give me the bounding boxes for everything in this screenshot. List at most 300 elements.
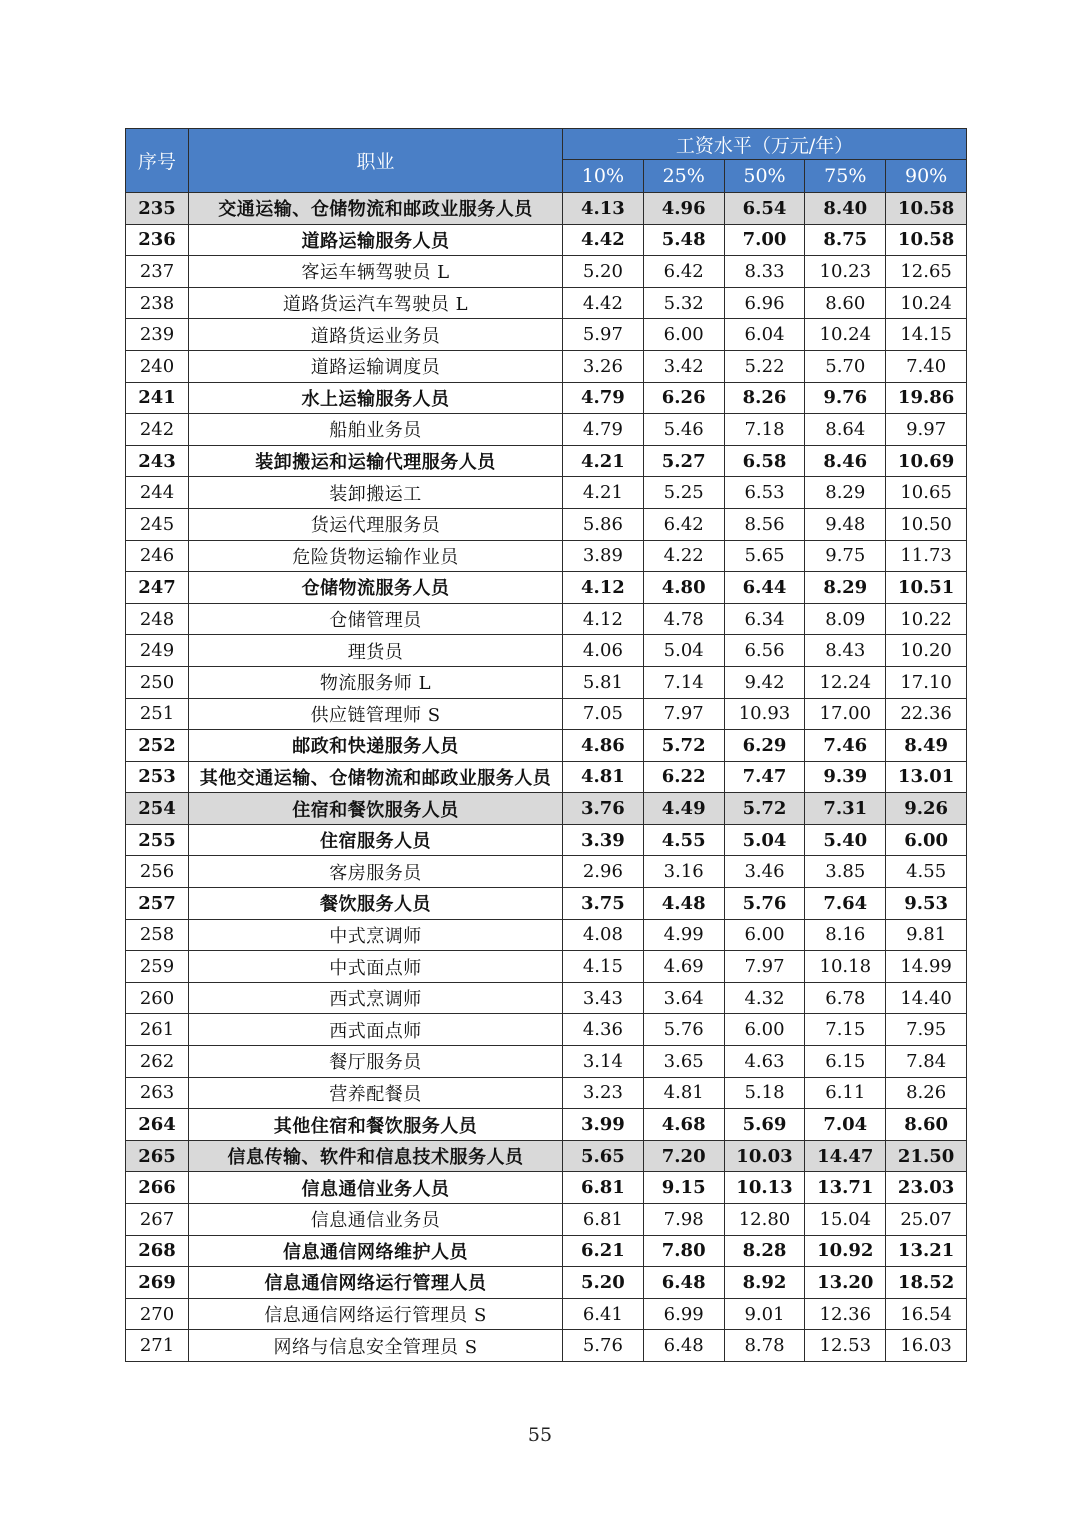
cell-occupation: 道路运输调度员 — [189, 350, 563, 382]
cell-occupation: 道路货运业务员 — [189, 319, 563, 351]
table-row — [126, 382, 967, 414]
table-row — [126, 856, 967, 888]
cell-wage-value: 25.07 — [886, 1204, 967, 1236]
cell-wage-value: 7.31 — [805, 793, 886, 825]
cell-wage-value: 13.01 — [886, 761, 967, 793]
cell-occupation: 危险货物运输作业员 — [189, 540, 563, 572]
cell-wage-value: 5.70 — [805, 350, 886, 382]
cell-wage-value: 8.56 — [724, 508, 805, 540]
table-row — [126, 761, 967, 793]
cell-wage-value: 3.75 — [563, 888, 644, 920]
cell-wage-value: 3.39 — [563, 824, 644, 856]
cell-wage-value: 6.21 — [563, 1235, 644, 1267]
cell-wage-value: 5.04 — [724, 824, 805, 856]
header-index: 序号 — [126, 129, 189, 193]
cell-wage-value: 8.29 — [805, 477, 886, 509]
cell-wage-value: 6.42 — [643, 508, 724, 540]
header-percentile: 90% — [886, 160, 967, 193]
cell-wage-value: 4.80 — [643, 572, 724, 604]
cell-occupation: 交通运输、仓储物流和邮政业服务人员 — [189, 193, 563, 225]
cell-index: 245 — [126, 508, 189, 540]
cell-occupation: 中式面点师 — [189, 951, 563, 983]
cell-wage-value: 6.00 — [724, 1014, 805, 1046]
cell-wage-value: 5.48 — [643, 224, 724, 256]
cell-wage-value: 8.26 — [886, 1077, 967, 1109]
table-row — [126, 793, 967, 825]
table-row — [126, 1046, 967, 1078]
cell-wage-value: 5.65 — [724, 540, 805, 572]
cell-wage-value: 4.81 — [563, 761, 644, 793]
cell-wage-value: 5.81 — [563, 666, 644, 698]
cell-wage-value: 15.04 — [805, 1204, 886, 1236]
cell-wage-value: 7.20 — [643, 1140, 724, 1172]
cell-wage-value: 7.97 — [724, 951, 805, 983]
cell-wage-value: 4.13 — [563, 193, 644, 225]
cell-wage-value: 14.15 — [886, 319, 967, 351]
cell-wage-value: 8.78 — [724, 1330, 805, 1362]
table-row — [126, 319, 967, 351]
cell-wage-value: 9.26 — [886, 793, 967, 825]
cell-wage-value: 5.20 — [563, 256, 644, 288]
cell-wage-value: 6.44 — [724, 572, 805, 604]
cell-wage-value: 10.24 — [886, 287, 967, 319]
cell-wage-value: 3.46 — [724, 856, 805, 888]
cell-wage-value: 6.81 — [563, 1172, 644, 1204]
cell-wage-value: 5.69 — [724, 1109, 805, 1141]
cell-wage-value: 17.10 — [886, 666, 967, 698]
cell-wage-value: 6.42 — [643, 256, 724, 288]
table-row — [126, 540, 967, 572]
cell-wage-value: 6.15 — [805, 1046, 886, 1078]
cell-wage-value: 9.81 — [886, 919, 967, 951]
cell-index: 241 — [126, 382, 189, 414]
cell-wage-value: 7.05 — [563, 698, 644, 730]
cell-wage-value: 21.50 — [886, 1140, 967, 1172]
cell-occupation: 装卸搬运和运输代理服务人员 — [189, 445, 563, 477]
cell-wage-value: 10.93 — [724, 698, 805, 730]
cell-occupation: 住宿和餐饮服务人员 — [189, 793, 563, 825]
cell-occupation: 货运代理服务员 — [189, 508, 563, 540]
table-row — [126, 350, 967, 382]
cell-wage-value: 5.97 — [563, 319, 644, 351]
cell-occupation: 西式面点师 — [189, 1014, 563, 1046]
cell-index: 249 — [126, 635, 189, 667]
cell-wage-value: 5.76 — [563, 1330, 644, 1362]
cell-wage-value: 3.76 — [563, 793, 644, 825]
cell-wage-value: 9.48 — [805, 508, 886, 540]
cell-wage-value: 10.23 — [805, 256, 886, 288]
cell-wage-value: 6.48 — [643, 1330, 724, 1362]
cell-wage-value: 3.26 — [563, 350, 644, 382]
cell-wage-value: 6.11 — [805, 1077, 886, 1109]
table-row — [126, 193, 967, 225]
cell-wage-value: 4.42 — [563, 287, 644, 319]
cell-index: 251 — [126, 698, 189, 730]
cell-index: 255 — [126, 824, 189, 856]
cell-occupation: 信息通信网络运行管理员 S — [189, 1298, 563, 1330]
table-row — [126, 414, 967, 446]
cell-wage-value: 9.75 — [805, 540, 886, 572]
cell-wage-value: 6.29 — [724, 730, 805, 762]
cell-wage-value: 8.40 — [805, 193, 886, 225]
table-row — [126, 698, 967, 730]
table-row — [126, 445, 967, 477]
cell-wage-value: 4.68 — [643, 1109, 724, 1141]
cell-wage-value: 8.60 — [886, 1109, 967, 1141]
cell-index: 243 — [126, 445, 189, 477]
cell-wage-value: 8.33 — [724, 256, 805, 288]
cell-wage-value: 12.65 — [886, 256, 967, 288]
cell-wage-value: 5.76 — [724, 888, 805, 920]
cell-wage-value: 10.58 — [886, 224, 967, 256]
cell-wage-value: 4.49 — [643, 793, 724, 825]
cell-wage-value: 10.13 — [724, 1172, 805, 1204]
cell-wage-value: 3.14 — [563, 1046, 644, 1078]
cell-wage-value: 4.79 — [563, 414, 644, 446]
cell-wage-value: 8.29 — [805, 572, 886, 604]
table-body — [126, 193, 967, 1362]
cell-wage-value: 5.18 — [724, 1077, 805, 1109]
cell-occupation: 住宿服务人员 — [189, 824, 563, 856]
cell-occupation: 仓储管理员 — [189, 603, 563, 635]
cell-wage-value: 7.80 — [643, 1235, 724, 1267]
cell-wage-value: 5.32 — [643, 287, 724, 319]
header-percentile: 25% — [643, 160, 724, 193]
cell-wage-value: 9.42 — [724, 666, 805, 698]
table-row — [126, 1077, 967, 1109]
table-row — [126, 919, 967, 951]
cell-wage-value: 5.40 — [805, 824, 886, 856]
cell-wage-value: 10.24 — [805, 319, 886, 351]
cell-wage-value: 6.04 — [724, 319, 805, 351]
table-header — [126, 129, 967, 193]
cell-wage-value: 5.65 — [563, 1140, 644, 1172]
header-wage-group: 工资水平（万元/年） — [563, 129, 967, 160]
cell-wage-value: 6.81 — [563, 1204, 644, 1236]
cell-wage-value: 9.53 — [886, 888, 967, 920]
cell-wage-value: 7.14 — [643, 666, 724, 698]
cell-occupation: 其他住宿和餐饮服务人员 — [189, 1109, 563, 1141]
cell-wage-value: 14.40 — [886, 982, 967, 1014]
cell-index: 267 — [126, 1204, 189, 1236]
table-row — [126, 1267, 967, 1299]
cell-occupation: 信息传输、软件和信息技术服务人员 — [189, 1140, 563, 1172]
cell-index: 244 — [126, 477, 189, 509]
cell-wage-value: 5.20 — [563, 1267, 644, 1299]
table-row — [126, 603, 967, 635]
cell-wage-value: 8.16 — [805, 919, 886, 951]
cell-wage-value: 4.12 — [563, 572, 644, 604]
cell-wage-value: 9.15 — [643, 1172, 724, 1204]
cell-wage-value: 4.12 — [563, 603, 644, 635]
table-row — [126, 1298, 967, 1330]
table-row — [126, 224, 967, 256]
cell-wage-value: 5.27 — [643, 445, 724, 477]
cell-wage-value: 8.43 — [805, 635, 886, 667]
cell-index: 247 — [126, 572, 189, 604]
table-row — [126, 477, 967, 509]
cell-wage-value: 8.26 — [724, 382, 805, 414]
cell-wage-value: 7.97 — [643, 698, 724, 730]
cell-wage-value: 6.54 — [724, 193, 805, 225]
cell-wage-value: 10.51 — [886, 572, 967, 604]
cell-wage-value: 19.86 — [886, 382, 967, 414]
cell-occupation: 理货员 — [189, 635, 563, 667]
header-percentile: 75% — [805, 160, 886, 193]
cell-wage-value: 6.99 — [643, 1298, 724, 1330]
cell-wage-value: 9.01 — [724, 1298, 805, 1330]
table-row — [126, 1330, 967, 1362]
cell-occupation: 供应链管理师 S — [189, 698, 563, 730]
cell-wage-value: 4.21 — [563, 445, 644, 477]
cell-index: 269 — [126, 1267, 189, 1299]
cell-occupation: 中式烹调师 — [189, 919, 563, 951]
table-row — [126, 1172, 967, 1204]
cell-wage-value: 14.99 — [886, 951, 967, 983]
table-row — [126, 508, 967, 540]
cell-wage-value: 13.71 — [805, 1172, 886, 1204]
cell-wage-value: 3.99 — [563, 1109, 644, 1141]
cell-wage-value: 2.96 — [563, 856, 644, 888]
cell-occupation: 餐饮服务人员 — [189, 888, 563, 920]
page-number: 55 — [527, 1424, 553, 1446]
cell-occupation: 西式烹调师 — [189, 982, 563, 1014]
cell-wage-value: 3.89 — [563, 540, 644, 572]
cell-wage-value: 4.21 — [563, 477, 644, 509]
cell-wage-value: 8.64 — [805, 414, 886, 446]
table-row — [126, 635, 967, 667]
cell-wage-value: 6.00 — [886, 824, 967, 856]
cell-wage-value: 12.80 — [724, 1204, 805, 1236]
table-row — [126, 982, 967, 1014]
cell-wage-value: 16.03 — [886, 1330, 967, 1362]
cell-occupation: 水上运输服务人员 — [189, 382, 563, 414]
table-row — [126, 1204, 967, 1236]
cell-occupation: 装卸搬运工 — [189, 477, 563, 509]
header-occupation: 职业 — [189, 129, 563, 193]
cell-wage-value: 8.09 — [805, 603, 886, 635]
cell-wage-value: 4.69 — [643, 951, 724, 983]
cell-wage-value: 14.47 — [805, 1140, 886, 1172]
cell-index: 262 — [126, 1046, 189, 1078]
cell-wage-value: 10.18 — [805, 951, 886, 983]
cell-wage-value: 4.48 — [643, 888, 724, 920]
cell-index: 237 — [126, 256, 189, 288]
cell-wage-value: 4.81 — [643, 1077, 724, 1109]
cell-occupation: 客运车辆驾驶员 L — [189, 256, 563, 288]
cell-wage-value: 4.55 — [886, 856, 967, 888]
cell-wage-value: 10.50 — [886, 508, 967, 540]
table-row — [126, 951, 967, 983]
cell-wage-value: 13.21 — [886, 1235, 967, 1267]
table-row — [126, 1014, 967, 1046]
cell-wage-value: 4.78 — [643, 603, 724, 635]
cell-index: 253 — [126, 761, 189, 793]
cell-wage-value: 7.00 — [724, 224, 805, 256]
cell-index: 242 — [126, 414, 189, 446]
cell-wage-value: 6.56 — [724, 635, 805, 667]
table-row — [126, 572, 967, 604]
cell-wage-value: 4.86 — [563, 730, 644, 762]
cell-wage-value: 5.25 — [643, 477, 724, 509]
cell-wage-value: 8.75 — [805, 224, 886, 256]
cell-wage-value: 7.95 — [886, 1014, 967, 1046]
cell-occupation: 信息通信网络维护人员 — [189, 1235, 563, 1267]
cell-wage-value: 6.22 — [643, 761, 724, 793]
cell-wage-value: 4.15 — [563, 951, 644, 983]
cell-wage-value: 4.63 — [724, 1046, 805, 1078]
cell-index: 259 — [126, 951, 189, 983]
cell-wage-value: 6.78 — [805, 982, 886, 1014]
table-row — [126, 824, 967, 856]
table-row — [126, 888, 967, 920]
cell-wage-value: 4.79 — [563, 382, 644, 414]
cell-wage-value: 6.58 — [724, 445, 805, 477]
table-row — [126, 1235, 967, 1267]
cell-wage-value: 10.92 — [805, 1235, 886, 1267]
cell-wage-value: 7.15 — [805, 1014, 886, 1046]
cell-index: 246 — [126, 540, 189, 572]
cell-wage-value: 10.58 — [886, 193, 967, 225]
cell-wage-value: 7.98 — [643, 1204, 724, 1236]
cell-index: 250 — [126, 666, 189, 698]
cell-wage-value: 7.18 — [724, 414, 805, 446]
cell-index: 239 — [126, 319, 189, 351]
cell-index: 240 — [126, 350, 189, 382]
cell-wage-value: 4.36 — [563, 1014, 644, 1046]
cell-occupation: 餐厅服务员 — [189, 1046, 563, 1078]
cell-occupation: 道路运输服务人员 — [189, 224, 563, 256]
cell-occupation: 物流服务师 L — [189, 666, 563, 698]
cell-wage-value: 9.39 — [805, 761, 886, 793]
cell-wage-value: 8.28 — [724, 1235, 805, 1267]
cell-index: 252 — [126, 730, 189, 762]
cell-wage-value: 4.32 — [724, 982, 805, 1014]
cell-wage-value: 6.41 — [563, 1298, 644, 1330]
cell-wage-value: 3.23 — [563, 1077, 644, 1109]
cell-wage-value: 5.22 — [724, 350, 805, 382]
cell-wage-value: 3.64 — [643, 982, 724, 1014]
cell-wage-value: 8.49 — [886, 730, 967, 762]
header-percentile: 50% — [724, 160, 805, 193]
cell-index: 270 — [126, 1298, 189, 1330]
cell-index: 263 — [126, 1077, 189, 1109]
table-row — [126, 287, 967, 319]
cell-wage-value: 12.53 — [805, 1330, 886, 1362]
cell-wage-value: 3.43 — [563, 982, 644, 1014]
cell-wage-value: 13.20 — [805, 1267, 886, 1299]
cell-wage-value: 16.54 — [886, 1298, 967, 1330]
cell-occupation: 营养配餐员 — [189, 1077, 563, 1109]
cell-wage-value: 10.69 — [886, 445, 967, 477]
cell-occupation: 信息通信网络运行管理人员 — [189, 1267, 563, 1299]
cell-wage-value: 10.22 — [886, 603, 967, 635]
cell-wage-value: 8.92 — [724, 1267, 805, 1299]
cell-occupation: 网络与信息安全管理员 S — [189, 1330, 563, 1362]
cell-index: 260 — [126, 982, 189, 1014]
cell-wage-value: 17.00 — [805, 698, 886, 730]
cell-wage-value: 6.96 — [724, 287, 805, 319]
cell-wage-value: 9.97 — [886, 414, 967, 446]
table-row — [126, 256, 967, 288]
cell-wage-value: 12.36 — [805, 1298, 886, 1330]
cell-wage-value: 4.06 — [563, 635, 644, 667]
cell-wage-value: 3.85 — [805, 856, 886, 888]
cell-wage-value: 12.24 — [805, 666, 886, 698]
cell-wage-value: 5.72 — [643, 730, 724, 762]
cell-wage-value: 23.03 — [886, 1172, 967, 1204]
table-row — [126, 666, 967, 698]
cell-wage-value: 6.48 — [643, 1267, 724, 1299]
cell-wage-value: 4.96 — [643, 193, 724, 225]
cell-occupation: 信息通信业务人员 — [189, 1172, 563, 1204]
cell-index: 238 — [126, 287, 189, 319]
cell-wage-value: 4.08 — [563, 919, 644, 951]
table-row — [126, 1109, 967, 1141]
cell-wage-value: 4.55 — [643, 824, 724, 856]
cell-index: 258 — [126, 919, 189, 951]
cell-wage-value: 10.65 — [886, 477, 967, 509]
cell-index: 236 — [126, 224, 189, 256]
cell-occupation: 船舶业务员 — [189, 414, 563, 446]
cell-wage-value: 7.84 — [886, 1046, 967, 1078]
cell-wage-value: 18.52 — [886, 1267, 967, 1299]
cell-wage-value: 6.53 — [724, 477, 805, 509]
cell-occupation: 仓储物流服务人员 — [189, 572, 563, 604]
cell-wage-value: 5.72 — [724, 793, 805, 825]
cell-wage-value: 8.46 — [805, 445, 886, 477]
cell-wage-value: 6.34 — [724, 603, 805, 635]
cell-wage-value: 4.99 — [643, 919, 724, 951]
cell-index: 261 — [126, 1014, 189, 1046]
cell-index: 271 — [126, 1330, 189, 1362]
cell-occupation: 道路货运汽车驾驶员 L — [189, 287, 563, 319]
cell-wage-value: 10.03 — [724, 1140, 805, 1172]
cell-occupation: 邮政和快递服务人员 — [189, 730, 563, 762]
cell-wage-value: 7.47 — [724, 761, 805, 793]
wage-table — [125, 128, 967, 1362]
cell-occupation: 其他交通运输、仓储物流和邮政业服务人员 — [189, 761, 563, 793]
cell-index: 257 — [126, 888, 189, 920]
cell-wage-value: 7.46 — [805, 730, 886, 762]
cell-index: 248 — [126, 603, 189, 635]
cell-wage-value: 7.40 — [886, 350, 967, 382]
cell-wage-value: 7.64 — [805, 888, 886, 920]
cell-wage-value: 11.73 — [886, 540, 967, 572]
cell-wage-value: 4.42 — [563, 224, 644, 256]
cell-wage-value: 5.76 — [643, 1014, 724, 1046]
cell-wage-value: 5.86 — [563, 508, 644, 540]
cell-wage-value: 5.04 — [643, 635, 724, 667]
cell-wage-value: 6.00 — [643, 319, 724, 351]
cell-wage-value: 5.46 — [643, 414, 724, 446]
cell-index: 235 — [126, 193, 189, 225]
cell-wage-value: 7.04 — [805, 1109, 886, 1141]
table-row — [126, 1140, 967, 1172]
cell-wage-value: 6.26 — [643, 382, 724, 414]
cell-wage-value: 6.00 — [724, 919, 805, 951]
cell-wage-value: 3.16 — [643, 856, 724, 888]
cell-wage-value: 3.42 — [643, 350, 724, 382]
cell-index: 254 — [126, 793, 189, 825]
cell-index: 268 — [126, 1235, 189, 1267]
cell-index: 266 — [126, 1172, 189, 1204]
cell-occupation: 信息通信业务员 — [189, 1204, 563, 1236]
table-row — [126, 730, 967, 762]
cell-index: 256 — [126, 856, 189, 888]
cell-index: 264 — [126, 1109, 189, 1141]
cell-wage-value: 10.20 — [886, 635, 967, 667]
